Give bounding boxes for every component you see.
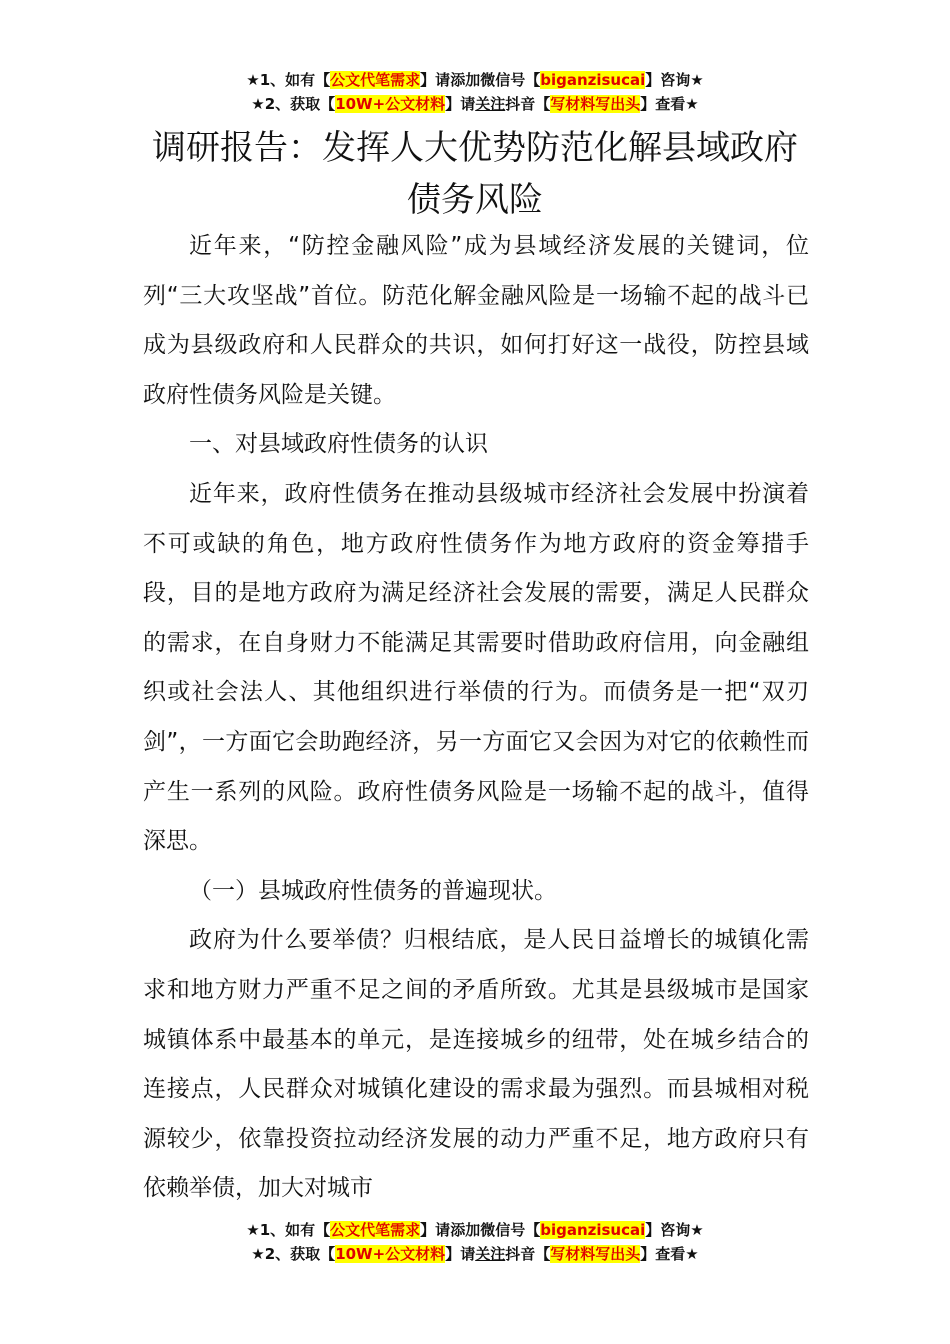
subsection-heading-1: （一）县城政府性债务的普遍现状。	[189, 877, 557, 904]
section-heading-1: 一、对县域政府性债务的认识	[189, 431, 488, 458]
footer-highlight-douyin: 写材料写出头	[550, 1245, 641, 1263]
banner-line1-suffix: 】咨询★	[645, 71, 704, 89]
banner-highlight-materials: 10W+公文材料	[335, 95, 446, 113]
paragraph-why-borrow: 政府为什么要举债？归根结底，是人民日益增长的城镇化需求和地方财力严重不足之间的矛盾所致。尤其是县级城市是国家城镇体系中最基本的单元，是连接城乡的纽带，处在城乡结合的连接点，人民群众对城镇化建设的需求最为强烈。而县城相对税源较少，依靠投资拉动经济发展的动力严重不足，地方政府只有依赖举债，加大对城市	[143, 927, 809, 1202]
banner-line1-mid2: 微信号【	[480, 71, 541, 89]
document-body	[143, 222, 809, 1214]
footer-line1-mid2: 微信号【	[480, 1221, 541, 1239]
header-banner	[0, 68, 950, 116]
banner-highlight-wechat-id: biganzisucai	[540, 71, 646, 89]
footer-highlight-materials: 10W+公文材料	[335, 1245, 446, 1263]
banner-line1-mid1: 】请	[420, 71, 451, 89]
banner-line-2	[0, 92, 950, 116]
banner-line2-prefix: ★2、获取【	[251, 95, 336, 113]
banner-line2-suffix: 】查看★	[640, 95, 699, 113]
footer-highlight-service: 公文代笔需求	[330, 1221, 421, 1239]
footer-line2-underline-word: 关注	[475, 1245, 506, 1263]
document-title: 调研报告：发挥人大优势防范化解县域政府债务风险	[152, 128, 798, 220]
footer-line2-mid1: 】请	[445, 1245, 476, 1263]
paragraph-intro: 近年来，“防控金融风险”成为县域经济发展的关键词，位列“三大攻坚战”首位。防范化解金融风险是一场输不起的战斗已成为县级政府和人民群众的共识，如何打好这一战役，防控县域政府性债务风险是关键。	[143, 233, 809, 408]
footer-line1-prefix: ★1、如有【	[246, 1221, 331, 1239]
banner-highlight-douyin: 写材料写出头	[550, 95, 641, 113]
footer-line1-suffix: 】咨询★	[645, 1221, 704, 1239]
banner-line1-prefix: ★1、如有【	[246, 71, 331, 89]
banner-line2-mid1: 】请	[445, 95, 476, 113]
footer-line2-mid2: 抖音【	[505, 1245, 551, 1263]
footer-banner	[0, 1218, 950, 1266]
footer-banner-line-1	[0, 1218, 950, 1242]
footer-highlight-wechat-id: biganzisucai	[540, 1221, 646, 1239]
footer-line1-bold-word: 添加	[450, 1221, 481, 1239]
footer-line1-mid1: 】请	[420, 1221, 451, 1239]
banner-line1-bold-word: 添加	[450, 71, 481, 89]
banner-line2-underline-word: 关注	[475, 95, 506, 113]
banner-highlight-service: 公文代笔需求	[330, 71, 421, 89]
paragraph-debt-role: 近年来，政府性债务在推动县级城市经济社会发展中扮演着不可或缺的角色，地方政府性债务作为地方政府的资金筹措手段，目的是地方政府为满足经济社会发展的需要，满足人民群众的需求，在自身财力不能满足其需要时借助政府信用，向金融组织或社会法人、其他组织进行举债的行为。而债务是一把“双刃剑”，一方面它会助跑经济，另一方面它又会因为对它的依赖性而产生一系列的风险。政府性债务风险是一场输不起的战斗，值得深思。	[143, 480, 809, 855]
footer-line2-suffix: 】查看★	[640, 1245, 699, 1263]
footer-line2-prefix: ★2、获取【	[251, 1245, 336, 1263]
banner-line2-mid2: 抖音【	[505, 95, 551, 113]
footer-banner-line-2	[0, 1242, 950, 1266]
banner-line-1	[0, 68, 950, 92]
